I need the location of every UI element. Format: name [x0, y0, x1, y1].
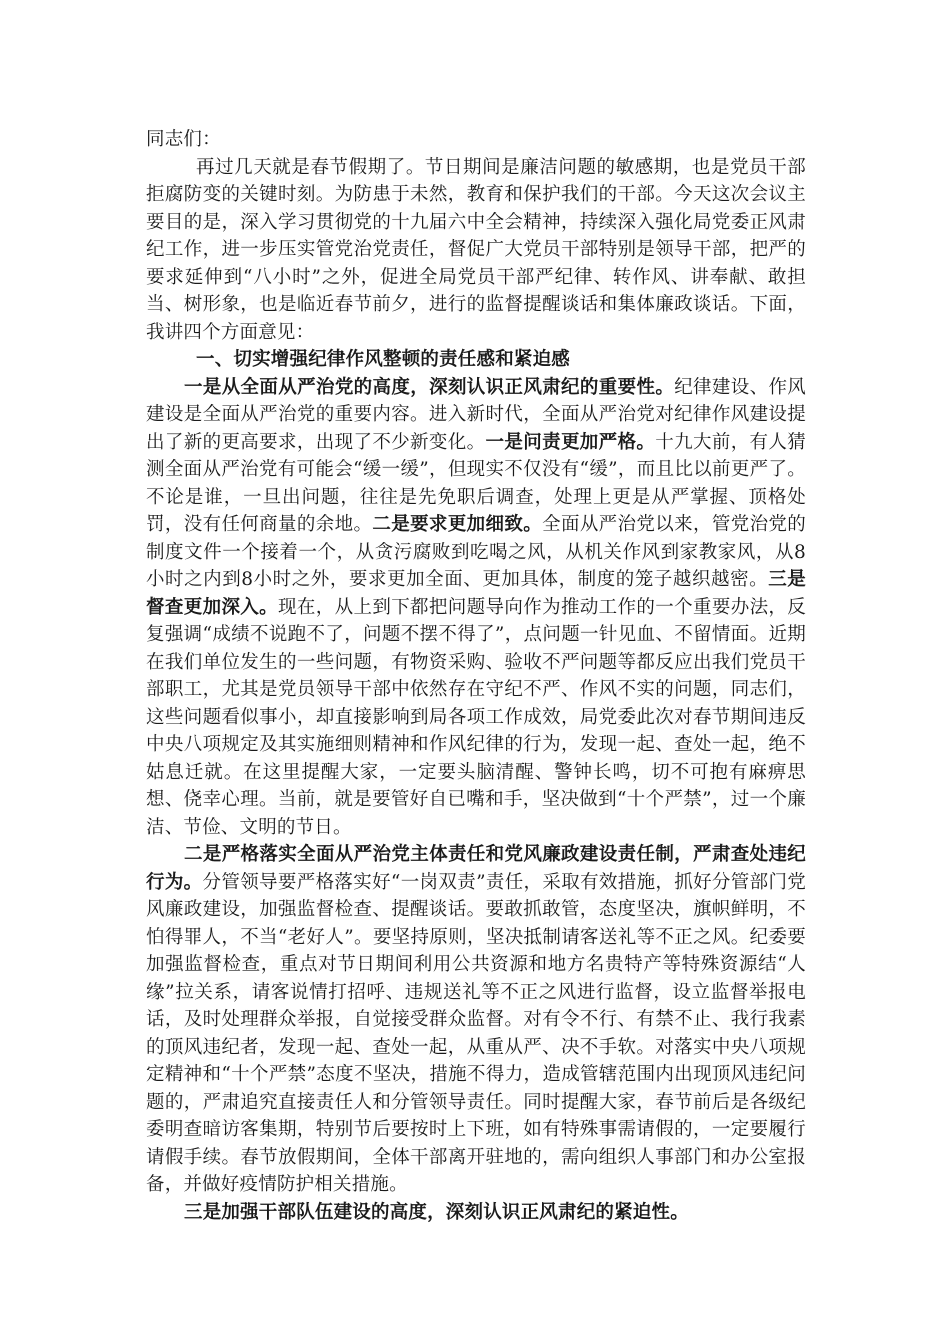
- paragraph-2-text: 分管领导要严格落实好“一岗双责”责任，采取有效措施，抓好分管部门党风廉政建设，加强监督检查、提醒谈话。要敢抓敢管，态度坚决，旗帜鲜明，不怕得罪人，不当“老好人”。要坚持原则，坚决抵制请客送礼等不正之风。纪委要加强监督检查，重点对节日期间利用公共资源和地方名贵特产等特殊资源结“人缘”拉关系，请客说情打招呼、违规送礼等不正之风进行监督，设立监督举报电话，及时处理群众举报，自觉接受群众监督。对有令不行、有禁不止、我行我素的顶风违纪者，发现一起、查处一起，从重从严、决不手软。对落实中央八项规定精神和“十个严禁”态度不坚决，措施不得力，造成管辖范围内出现顶风违纪问题的，严肃追究直接责任人和分管领导责任。同时提醒大家，春节前后是各级纪委明查暗访客集期，特别节后要按时上下班，如有特殊事需请假的，一定要履行请假手续。春节放假期间，全体干部离开驻地的，需向组织人事部门和办公室报备，并做好疫情防护相关措施。: [146, 871, 806, 1195]
- paragraph-1-text-2: 十九大前，有人猜测全面从严治党有可能会“缓一缓”，但现实不仅没有“缓”，而且比以前更严了。不论是谁，一旦出问题，往往是先免职后调查，处理上更是从严掌握、顶格处罚，没有任何商量的余地。: [146, 431, 806, 535]
- paragraph-1: [146, 374, 806, 842]
- paragraph-1-lead: 一是从全面从严治党的高度，深刻认识正风肃纪的重要性。: [184, 376, 675, 398]
- document-body: [146, 126, 806, 1226]
- paragraph-3-lead: 三是加强干部队伍建设的高度，深刻认识正风肃纪的紧迫性。: [184, 1201, 689, 1223]
- paragraph-1-text-3: 全面从严治党以来，管党治党的制度文件一个接着一个，从贪污腐败到吃喝之风，从机关作风到家教家风，从8小时之内到8小时之外，要求更加全面、更加具体，制度的笼子越织越密。: [146, 514, 806, 590]
- paragraph-1-point-2: 二是要求更加细致。: [372, 514, 543, 535]
- intro-paragraph: 再过几天就是春节假期了。节日期间是廉洁问题的敏感期，也是党员干部拒腐防变的关键时刻。为防患于未然，教育和保护我们的干部。今天这次会议主要目的是，深入学习贯彻党的十九届六中全会精神，持续深入强化局党委正风肃纪工作，进一步压实管党治党责任，督促广大党员干部特别是领导干部，把严的要求延伸到“八小时”之外，促进全局党员干部严纪律、转作风、讲奉献、敢担当、树形象，也是临近春节前夕，进行的监督提醒谈话和集体廉政谈话。下面，我讲四个方面意见：: [146, 156, 806, 343]
- section-heading: 一、切实增强纪律作风整顿的责任感和紧迫感: [196, 349, 571, 370]
- paragraph-2-lead: 二是严格落实全面从严治党主体责任和党风廉政建设责任制，严肃查处违纪行为。: [146, 844, 806, 893]
- paragraph-1-text-4: 现在，从上到下都把问题导向作为推动工作的一个重要办法，反复强调“成绩不说跑不了，问题不摆不得了”，点问题一针见血、不留情面。近期在我们单位发生的一些问题，有物资采购、验收不严问题等都反应出我们党员干部职工，尤其是党员领导干部中依然存在守纪不严、作风不实的问题，同志们，这些问题看似事小，却直接影响到局各项工作成效，局党委此次对春节期间违反中央八项规定及其实施细则精神和作风纪律的行为，发现一起、查处一起，绝不姑息迁就。在这里提醒大家，一定要头脑清醒、警钟长鸣，切不可抱有麻痹思想、侥幸心理。当前，就是要管好自已嘴和手，坚决做到“十个严禁”，过一个廉洁、节俭、文明的节日。: [146, 596, 806, 838]
- paragraph-1-point-1: 一是问责更加严格。: [485, 431, 656, 453]
- paragraph-3: [146, 1199, 806, 1227]
- paragraph-2: [146, 841, 806, 1199]
- paragraph-1-text-1: 纪律建设、作风建设是全面从严治党的重要内容。进入新时代，全面从严治党对纪律作风建设提出了新的更高要求，出现了不少新变化。: [146, 376, 807, 453]
- paragraph-1-point-3: 三是督查更加深入。: [146, 569, 806, 618]
- salutation: 同志们：: [146, 129, 221, 150]
